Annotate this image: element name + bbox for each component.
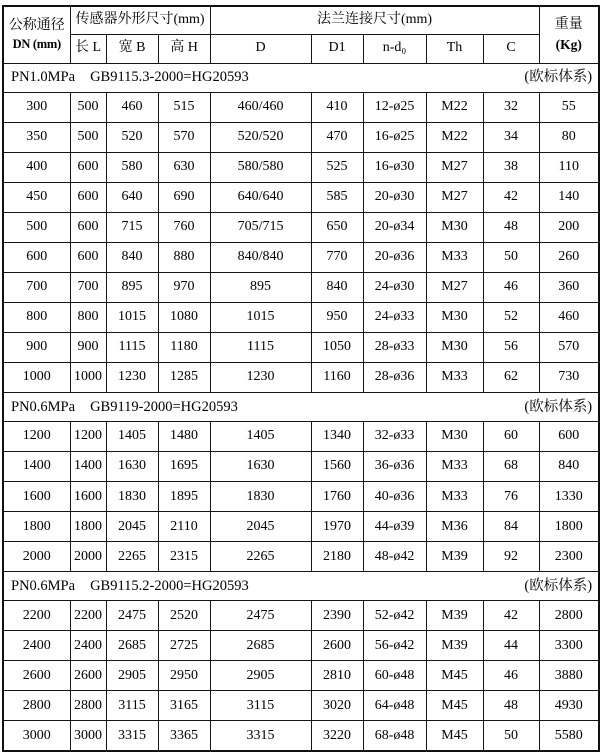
column-header-d: D bbox=[210, 34, 311, 63]
table-row bbox=[3, 691, 599, 721]
cell-height-h: 570 bbox=[158, 122, 210, 152]
section-standard-note: (欧标体系) bbox=[524, 69, 593, 86]
cell-c: 34 bbox=[483, 122, 539, 152]
cell-d1: 1970 bbox=[311, 512, 363, 542]
cell-th: M39 bbox=[426, 601, 483, 631]
table-row bbox=[3, 542, 599, 572]
cell-c: 46 bbox=[483, 272, 539, 302]
cell-c: 44 bbox=[483, 631, 539, 661]
table-row bbox=[3, 242, 599, 272]
cell-height-h: 515 bbox=[158, 92, 210, 122]
cell-length-l: 2600 bbox=[70, 661, 106, 691]
cell-th: M27 bbox=[426, 272, 483, 302]
cell-width-b: 715 bbox=[106, 212, 158, 242]
cell-height-h: 2110 bbox=[158, 512, 210, 542]
table-row bbox=[3, 92, 599, 122]
cell-dn: 1600 bbox=[3, 482, 70, 512]
cell-n-d0: 12-ø25 bbox=[363, 92, 426, 122]
cell-height-h: 2950 bbox=[158, 661, 210, 691]
column-header-height-h: 高 H bbox=[158, 34, 210, 63]
table-row bbox=[3, 631, 599, 661]
cell-d1: 1760 bbox=[311, 482, 363, 512]
cell-th: M33 bbox=[426, 242, 483, 272]
cell-height-h: 2315 bbox=[158, 542, 210, 572]
weight-header-line1: 重量 bbox=[554, 17, 583, 33]
table-header bbox=[3, 6, 599, 63]
section-header-content bbox=[4, 572, 598, 600]
column-header-c: C bbox=[483, 34, 539, 63]
cell-c: 38 bbox=[483, 152, 539, 182]
cell-d: 2265 bbox=[210, 542, 311, 572]
dn-header-line2: DN (mm) bbox=[12, 37, 61, 52]
cell-c: 84 bbox=[483, 512, 539, 542]
cell-width-b: 1405 bbox=[106, 421, 158, 451]
cell-d: 640/640 bbox=[210, 182, 311, 212]
cell-d1: 1050 bbox=[311, 332, 363, 362]
cell-c: 52 bbox=[483, 302, 539, 332]
cell-c: 56 bbox=[483, 332, 539, 362]
cell-th: M45 bbox=[426, 691, 483, 721]
cell-height-h: 690 bbox=[158, 182, 210, 212]
cell-dn: 1200 bbox=[3, 421, 70, 451]
cell-length-l: 2400 bbox=[70, 631, 106, 661]
cell-d1: 770 bbox=[311, 242, 363, 272]
cell-width-b: 1015 bbox=[106, 302, 158, 332]
cell-d: 2685 bbox=[210, 631, 311, 661]
cell-width-b: 460 bbox=[106, 92, 158, 122]
group-header-flange-dimensions: 法兰连接尺寸(mm) bbox=[210, 6, 539, 34]
cell-width-b: 1115 bbox=[106, 332, 158, 362]
cell-n-d0: 16-ø30 bbox=[363, 152, 426, 182]
cell-weight: 3880 bbox=[539, 661, 599, 691]
cell-width-b: 1630 bbox=[106, 452, 158, 482]
cell-height-h: 760 bbox=[158, 212, 210, 242]
cell-th: M45 bbox=[426, 721, 483, 751]
column-header-length-l: 长 L bbox=[70, 34, 106, 63]
cell-length-l: 700 bbox=[70, 272, 106, 302]
cell-weight: 200 bbox=[539, 212, 599, 242]
table-row bbox=[3, 212, 599, 242]
cell-th: M30 bbox=[426, 302, 483, 332]
cell-dn: 2000 bbox=[3, 542, 70, 572]
cell-width-b: 520 bbox=[106, 122, 158, 152]
cell-dn: 700 bbox=[3, 272, 70, 302]
cell-weight: 460 bbox=[539, 302, 599, 332]
cell-weight: 360 bbox=[539, 272, 599, 302]
cell-d1: 2600 bbox=[311, 631, 363, 661]
table-row bbox=[3, 601, 599, 631]
cell-c: 50 bbox=[483, 242, 539, 272]
cell-n-d0: 52-ø42 bbox=[363, 601, 426, 631]
cell-dn: 2200 bbox=[3, 601, 70, 631]
cell-dn: 2800 bbox=[3, 691, 70, 721]
cell-c: 48 bbox=[483, 691, 539, 721]
table-row bbox=[3, 421, 599, 451]
cell-n-d0: 48-ø42 bbox=[363, 542, 426, 572]
table-row bbox=[3, 452, 599, 482]
column-header-th: Th bbox=[426, 34, 483, 63]
cell-length-l: 1200 bbox=[70, 421, 106, 451]
cell-weight: 1800 bbox=[539, 512, 599, 542]
cell-n-d0: 56-ø42 bbox=[363, 631, 426, 661]
cell-dn: 1400 bbox=[3, 452, 70, 482]
cell-n-d0: 32-ø33 bbox=[363, 421, 426, 451]
cell-c: 76 bbox=[483, 482, 539, 512]
cell-height-h: 1080 bbox=[158, 302, 210, 332]
cell-weight: 2800 bbox=[539, 601, 599, 631]
cell-n-d0: 28-ø33 bbox=[363, 332, 426, 362]
cell-d: 895 bbox=[210, 272, 311, 302]
cell-width-b: 2265 bbox=[106, 542, 158, 572]
cell-d1: 470 bbox=[311, 122, 363, 152]
cell-d1: 1560 bbox=[311, 452, 363, 482]
cell-d1: 585 bbox=[311, 182, 363, 212]
cell-d: 2475 bbox=[210, 601, 311, 631]
cell-n-d0: 44-ø39 bbox=[363, 512, 426, 542]
cell-d1: 650 bbox=[311, 212, 363, 242]
cell-c: 92 bbox=[483, 542, 539, 572]
cell-weight: 5580 bbox=[539, 721, 599, 751]
cell-th: M22 bbox=[426, 92, 483, 122]
cell-weight: 840 bbox=[539, 452, 599, 482]
cell-height-h: 3365 bbox=[158, 721, 210, 751]
cell-d1: 410 bbox=[311, 92, 363, 122]
cell-n-d0: 68-ø48 bbox=[363, 721, 426, 751]
cell-d: 705/715 bbox=[210, 212, 311, 242]
section-pressure-rating: PN0.6MPa bbox=[11, 577, 76, 594]
cell-width-b: 840 bbox=[106, 242, 158, 272]
cell-d: 840/840 bbox=[210, 242, 311, 272]
cell-dn: 1800 bbox=[3, 512, 70, 542]
cell-length-l: 600 bbox=[70, 152, 106, 182]
cell-d: 1405 bbox=[210, 421, 311, 451]
column-header-d1: D1 bbox=[311, 34, 363, 63]
cell-d1: 525 bbox=[311, 152, 363, 182]
table-row bbox=[3, 302, 599, 332]
cell-height-h: 2725 bbox=[158, 631, 210, 661]
section-standard-note: (欧标体系) bbox=[524, 398, 593, 415]
section-pressure-rating: PN0.6MPa bbox=[11, 398, 76, 415]
cell-length-l: 900 bbox=[70, 332, 106, 362]
cell-width-b: 895 bbox=[106, 272, 158, 302]
section-header-cell bbox=[3, 63, 599, 92]
cell-d1: 1340 bbox=[311, 421, 363, 451]
cell-weight: 600 bbox=[539, 421, 599, 451]
cell-weight: 110 bbox=[539, 152, 599, 182]
cell-n-d0: 20-ø34 bbox=[363, 212, 426, 242]
cell-width-b: 2045 bbox=[106, 512, 158, 542]
cell-d: 520/520 bbox=[210, 122, 311, 152]
cell-dn: 450 bbox=[3, 182, 70, 212]
cell-height-h: 630 bbox=[158, 152, 210, 182]
cell-width-b: 580 bbox=[106, 152, 158, 182]
cell-c: 42 bbox=[483, 601, 539, 631]
column-header-width-b: 宽 B bbox=[106, 34, 158, 63]
section-standard-code: GB9115.3-2000=HG20593 bbox=[90, 69, 249, 86]
cell-weight: 55 bbox=[539, 92, 599, 122]
cell-n-d0: 20-ø30 bbox=[363, 182, 426, 212]
cell-length-l: 500 bbox=[70, 92, 106, 122]
cell-height-h: 970 bbox=[158, 272, 210, 302]
section-header-row bbox=[3, 63, 599, 92]
cell-n-d0: 24-ø30 bbox=[363, 272, 426, 302]
cell-d1: 840 bbox=[311, 272, 363, 302]
cell-th: M39 bbox=[426, 542, 483, 572]
table-row bbox=[3, 482, 599, 512]
cell-weight: 4930 bbox=[539, 691, 599, 721]
cell-dn: 300 bbox=[3, 92, 70, 122]
cell-n-d0: 28-ø36 bbox=[363, 362, 426, 392]
cell-length-l: 600 bbox=[70, 182, 106, 212]
cell-th: M30 bbox=[426, 421, 483, 451]
cell-dn: 500 bbox=[3, 212, 70, 242]
cell-th: M27 bbox=[426, 152, 483, 182]
cell-width-b: 3115 bbox=[106, 691, 158, 721]
cell-height-h: 880 bbox=[158, 242, 210, 272]
cell-length-l: 1000 bbox=[70, 362, 106, 392]
dn-header-line1: 公称通径 bbox=[8, 18, 65, 34]
cell-c: 46 bbox=[483, 661, 539, 691]
cell-dn: 800 bbox=[3, 302, 70, 332]
cell-length-l: 800 bbox=[70, 302, 106, 332]
cell-d: 2905 bbox=[210, 661, 311, 691]
cell-d1: 3220 bbox=[311, 721, 363, 751]
table-row bbox=[3, 362, 599, 392]
cell-th: M22 bbox=[426, 122, 483, 152]
table-row bbox=[3, 661, 599, 691]
cell-dn: 350 bbox=[3, 122, 70, 152]
table-row bbox=[3, 152, 599, 182]
cell-d: 460/460 bbox=[210, 92, 311, 122]
header-row-subcolumns bbox=[3, 34, 599, 63]
cell-d1: 3020 bbox=[311, 691, 363, 721]
cell-length-l: 600 bbox=[70, 212, 106, 242]
cell-th: M33 bbox=[426, 452, 483, 482]
section-header-content bbox=[4, 393, 598, 421]
cell-c: 62 bbox=[483, 362, 539, 392]
column-header-weight bbox=[539, 6, 599, 63]
cell-length-l: 2000 bbox=[70, 542, 106, 572]
section-standard-code: GB9119-2000=HG20593 bbox=[90, 398, 238, 415]
cell-length-l: 1400 bbox=[70, 452, 106, 482]
cell-th: M33 bbox=[426, 362, 483, 392]
section-header-cell bbox=[3, 572, 599, 601]
group-header-sensor-dimensions: 传感器外形尺寸(mm) bbox=[70, 6, 210, 34]
cell-length-l: 2800 bbox=[70, 691, 106, 721]
cell-length-l: 2200 bbox=[70, 601, 106, 631]
cell-width-b: 1230 bbox=[106, 362, 158, 392]
column-header-dn bbox=[3, 6, 70, 63]
cell-weight: 2300 bbox=[539, 542, 599, 572]
cell-dn: 2400 bbox=[3, 631, 70, 661]
cell-dn: 1000 bbox=[3, 362, 70, 392]
cell-weight: 1330 bbox=[539, 482, 599, 512]
cell-th: M45 bbox=[426, 661, 483, 691]
cell-height-h: 1895 bbox=[158, 482, 210, 512]
cell-width-b: 640 bbox=[106, 182, 158, 212]
table-row bbox=[3, 721, 599, 751]
cell-c: 42 bbox=[483, 182, 539, 212]
cell-d: 3315 bbox=[210, 721, 311, 751]
cell-height-h: 1695 bbox=[158, 452, 210, 482]
cell-n-d0: 36-ø36 bbox=[363, 452, 426, 482]
cell-n-d0: 40-ø36 bbox=[363, 482, 426, 512]
cell-weight: 140 bbox=[539, 182, 599, 212]
cell-d: 580/580 bbox=[210, 152, 311, 182]
section-pressure-rating: PN1.0MPa bbox=[11, 69, 76, 86]
table-row bbox=[3, 512, 599, 542]
cell-d: 1830 bbox=[210, 482, 311, 512]
cell-d1: 2390 bbox=[311, 601, 363, 631]
cell-c: 32 bbox=[483, 92, 539, 122]
cell-d: 1230 bbox=[210, 362, 311, 392]
table-row bbox=[3, 122, 599, 152]
cell-d1: 950 bbox=[311, 302, 363, 332]
cell-width-b: 3315 bbox=[106, 721, 158, 751]
cell-d1: 2180 bbox=[311, 542, 363, 572]
spec-table-body bbox=[3, 63, 599, 751]
cell-height-h: 1180 bbox=[158, 332, 210, 362]
cell-d1: 2810 bbox=[311, 661, 363, 691]
cell-height-h: 3165 bbox=[158, 691, 210, 721]
cell-weight: 3300 bbox=[539, 631, 599, 661]
cell-d: 1630 bbox=[210, 452, 311, 482]
cell-d: 3115 bbox=[210, 691, 311, 721]
section-header-cell bbox=[3, 392, 599, 421]
section-header-row bbox=[3, 392, 599, 421]
cell-th: M33 bbox=[426, 482, 483, 512]
cell-weight: 260 bbox=[539, 242, 599, 272]
cell-height-h: 2520 bbox=[158, 601, 210, 631]
flange-dimension-table bbox=[2, 5, 600, 752]
cell-length-l: 600 bbox=[70, 242, 106, 272]
cell-c: 48 bbox=[483, 212, 539, 242]
cell-c: 50 bbox=[483, 721, 539, 751]
cell-length-l: 1600 bbox=[70, 482, 106, 512]
cell-dn: 400 bbox=[3, 152, 70, 182]
cell-th: M30 bbox=[426, 332, 483, 362]
column-header-n-d0: n-d₀ bbox=[363, 34, 426, 63]
cell-n-d0: 60-ø48 bbox=[363, 661, 426, 691]
cell-th: M36 bbox=[426, 512, 483, 542]
cell-th: M30 bbox=[426, 212, 483, 242]
cell-th: M39 bbox=[426, 631, 483, 661]
cell-d: 1015 bbox=[210, 302, 311, 332]
cell-dn: 900 bbox=[3, 332, 70, 362]
cell-th: M27 bbox=[426, 182, 483, 212]
cell-c: 68 bbox=[483, 452, 539, 482]
cell-width-b: 1830 bbox=[106, 482, 158, 512]
table-row bbox=[3, 182, 599, 212]
cell-weight: 80 bbox=[539, 122, 599, 152]
cell-d: 1115 bbox=[210, 332, 311, 362]
section-header-row bbox=[3, 572, 599, 601]
table-row bbox=[3, 272, 599, 302]
cell-dn: 600 bbox=[3, 242, 70, 272]
cell-length-l: 1800 bbox=[70, 512, 106, 542]
cell-dn: 3000 bbox=[3, 721, 70, 751]
cell-height-h: 1480 bbox=[158, 421, 210, 451]
cell-c: 60 bbox=[483, 421, 539, 451]
section-standard-code: GB9115.2-2000=HG20593 bbox=[90, 577, 249, 594]
section-header-content bbox=[4, 64, 598, 92]
cell-n-d0: 24-ø33 bbox=[363, 302, 426, 332]
cell-length-l: 500 bbox=[70, 122, 106, 152]
cell-length-l: 3000 bbox=[70, 721, 106, 751]
cell-n-d0: 64-ø48 bbox=[363, 691, 426, 721]
cell-height-h: 1285 bbox=[158, 362, 210, 392]
cell-n-d0: 16-ø25 bbox=[363, 122, 426, 152]
weight-header-line2: (Kg) bbox=[555, 36, 582, 52]
cell-weight: 730 bbox=[539, 362, 599, 392]
cell-dn: 2600 bbox=[3, 661, 70, 691]
cell-d: 2045 bbox=[210, 512, 311, 542]
table-row bbox=[3, 332, 599, 362]
header-row-groups bbox=[3, 6, 599, 34]
cell-width-b: 2685 bbox=[106, 631, 158, 661]
section-standard-note: (欧标体系) bbox=[524, 577, 593, 594]
cell-weight: 570 bbox=[539, 332, 599, 362]
cell-width-b: 2905 bbox=[106, 661, 158, 691]
cell-width-b: 2475 bbox=[106, 601, 158, 631]
cell-d1: 1160 bbox=[311, 362, 363, 392]
cell-n-d0: 20-ø36 bbox=[363, 242, 426, 272]
